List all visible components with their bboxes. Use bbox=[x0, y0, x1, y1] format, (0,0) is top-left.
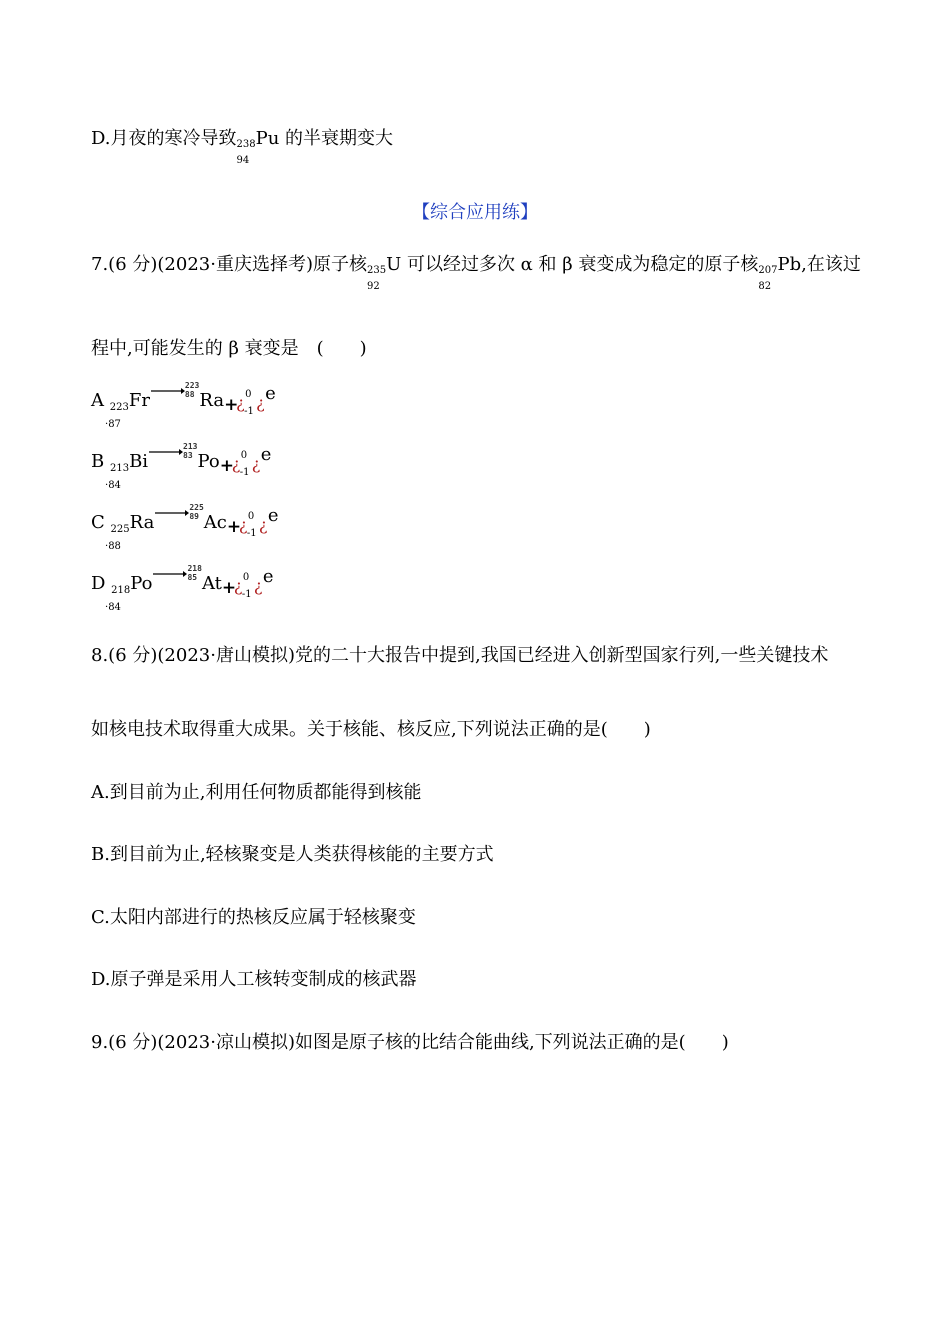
reactant-symbol: Po bbox=[130, 573, 153, 594]
u-symbol: U bbox=[386, 254, 402, 275]
arrow-icon bbox=[153, 569, 187, 579]
reactant-mass: 213 bbox=[109, 463, 130, 474]
reactant-z: ·87 bbox=[105, 419, 121, 430]
reactant-z: ·88 bbox=[105, 541, 121, 552]
q7-stem-line2: 程中,可能发生的 β 衰变是 ( ) bbox=[91, 338, 367, 359]
u-mass: 235 bbox=[366, 265, 387, 276]
q6-option-d-prefix: D.月夜的寒冷导致 bbox=[91, 128, 237, 149]
q6-option-d-suffix: 的半衰期变大 bbox=[279, 128, 394, 149]
product-numbers bbox=[187, 564, 201, 582]
reactant-symbol: Ra bbox=[129, 512, 155, 533]
option-letter: A bbox=[91, 390, 104, 411]
pb-z: 82 bbox=[758, 281, 772, 292]
pb-mass: 207 bbox=[758, 265, 778, 276]
q9-stem-line1: 9.(6 分)(2023·凉山模拟)如图是原子核的比结合能曲线,下列说法正确的是( ) bbox=[91, 1032, 729, 1053]
q8-stem-line2: 如核电技术取得重大成果。关于核能、核反应,下列说法正确的是( ) bbox=[91, 719, 651, 740]
pb-nuclide bbox=[758, 254, 778, 292]
pu-symbol: Pu bbox=[255, 128, 280, 149]
q7-stem-b: 可以经过多次 α 和 β 衰变成为稳定的原子核 bbox=[401, 254, 759, 275]
reactant-mass: 225 bbox=[110, 524, 130, 535]
arrow-icon bbox=[149, 447, 183, 457]
q7-option-a bbox=[91, 381, 276, 430]
pu-nuclide bbox=[236, 128, 256, 166]
q8-option-a: A.到目前为止,利用任何物质都能得到核能 bbox=[91, 782, 422, 803]
pb-symbol: Pb bbox=[777, 254, 802, 275]
beta-particle: + ¿ 0 -1 ¿ e bbox=[224, 383, 276, 417]
product-z: 88 bbox=[184, 390, 195, 399]
q7-stem-line1 bbox=[91, 254, 861, 292]
product-mass: 223 bbox=[184, 381, 200, 390]
q8-option-b: B.到目前为止,轻核聚变是人类获得核能的主要方式 bbox=[91, 844, 494, 865]
q7-option-c bbox=[91, 503, 279, 552]
q6-option-d bbox=[91, 128, 394, 166]
reactant-mass: 223 bbox=[109, 402, 129, 413]
product-symbol: At bbox=[201, 573, 222, 594]
reactant-z: ·84 bbox=[105, 602, 121, 613]
option-letter: D bbox=[91, 573, 106, 594]
arrow-icon bbox=[155, 508, 189, 518]
product-mass: 218 bbox=[187, 564, 202, 573]
beta-particle: + ¿ 0 -1 ¿ e bbox=[219, 444, 272, 478]
beta-particle: + ¿ 0 -1 ¿ e bbox=[221, 566, 274, 600]
pu-z: 94 bbox=[236, 155, 250, 166]
u-z: 92 bbox=[366, 281, 380, 292]
q7-option-d bbox=[91, 564, 274, 613]
q7-stem-c: ,在该过 bbox=[801, 254, 861, 275]
pu-mass: 238 bbox=[236, 139, 256, 150]
q8-option-c: C.太阳内部进行的热核反应属于轻核聚变 bbox=[91, 907, 416, 928]
beta-particle: + ¿ 0 -1 ¿ e bbox=[226, 505, 279, 539]
product-z: 89 bbox=[189, 512, 199, 521]
product-z: 83 bbox=[183, 451, 193, 460]
product-symbol: Ac bbox=[203, 512, 227, 533]
product-symbol: Ra bbox=[199, 390, 225, 411]
product-mass: 213 bbox=[183, 442, 198, 451]
reactant-symbol: Bi bbox=[129, 451, 149, 472]
q8-stem-line1: 8.(6 分)(2023·唐山模拟)党的二十大报告中提到,我国已经进入创新型国家行列,一些关键技术 bbox=[91, 645, 829, 666]
reactant-symbol: Fr bbox=[128, 390, 150, 411]
product-numbers bbox=[189, 503, 203, 521]
q7-option-b bbox=[91, 442, 272, 491]
q8-option-d: D.原子弹是采用人工核转变制成的核武器 bbox=[91, 969, 417, 990]
u-nuclide bbox=[366, 254, 387, 292]
option-letter: C bbox=[91, 512, 105, 533]
product-numbers bbox=[183, 442, 197, 460]
product-symbol: Po bbox=[197, 451, 220, 472]
option-letter: B bbox=[91, 451, 105, 472]
product-numbers bbox=[185, 381, 199, 399]
product-z: 85 bbox=[187, 573, 198, 582]
arrow-icon bbox=[151, 386, 185, 396]
reactant-z: ·84 bbox=[105, 480, 121, 491]
q7-stem-a: 7.(6 分)(2023·重庆选择考)原子核 bbox=[91, 254, 367, 275]
product-mass: 225 bbox=[189, 503, 204, 512]
section-title: 【综合应用练】 bbox=[412, 202, 538, 223]
reactant-mass: 218 bbox=[111, 585, 131, 596]
